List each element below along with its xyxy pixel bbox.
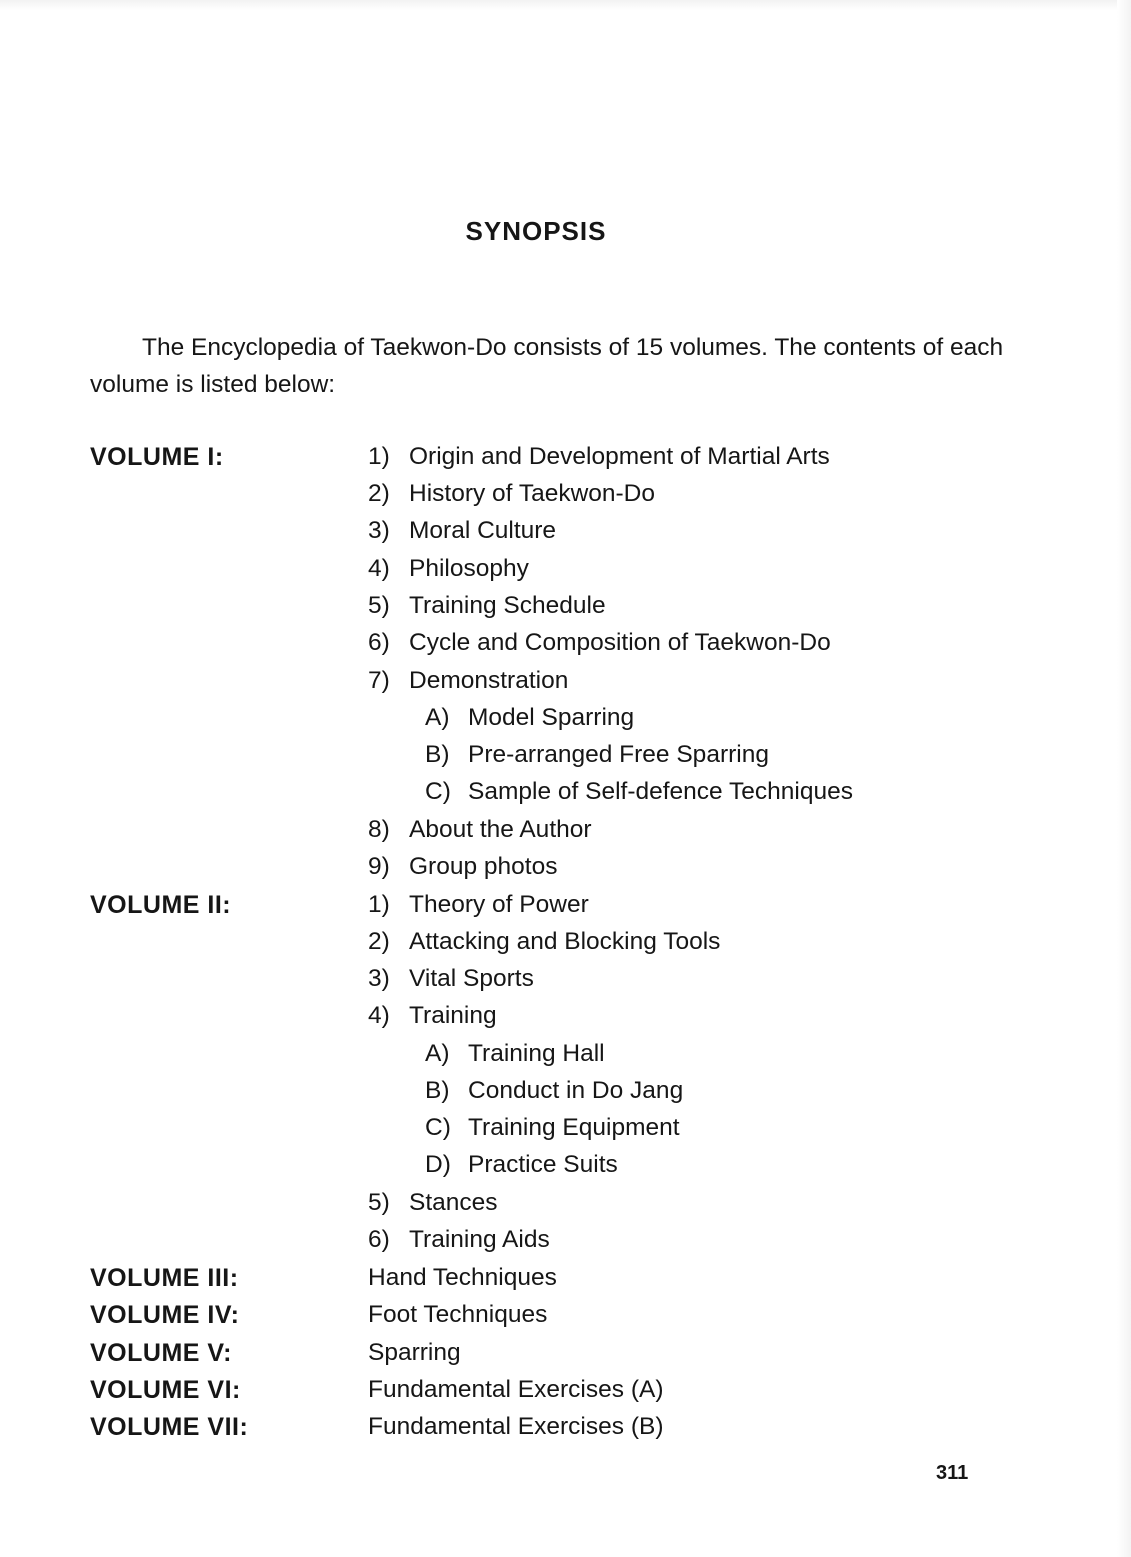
item-number: 1)	[368, 443, 390, 470]
item-letter: C)	[425, 1114, 451, 1141]
item-number: 2)	[368, 928, 390, 955]
volume-2-subitem	[425, 1113, 680, 1143]
volume-1-item	[368, 554, 529, 584]
volume-2-item	[368, 964, 534, 994]
volume-4-contents: Foot Techniques	[368, 1301, 548, 1328]
item-number: 4)	[368, 1002, 390, 1029]
item-number: 4)	[368, 555, 390, 582]
item-letter: B)	[425, 741, 450, 768]
item-letter: C)	[425, 778, 451, 805]
volume-1-item	[368, 479, 655, 509]
scan-shadow-top	[0, 0, 1131, 10]
volume-6-contents: Fundamental Exercises (A)	[368, 1376, 664, 1403]
item-number: 9)	[368, 853, 390, 880]
item-text: Origin and Development of Martial Arts	[409, 443, 830, 470]
volume-1-item	[368, 666, 568, 696]
item-text: Demonstration	[409, 667, 569, 694]
volume-1-item	[368, 516, 556, 546]
item-text: Theory of Power	[409, 891, 589, 918]
item-number: 6)	[368, 629, 390, 656]
item-text: Training Schedule	[409, 592, 606, 619]
item-text: Stances	[409, 1189, 498, 1216]
item-number: 6)	[368, 1226, 390, 1253]
volume-3-label: VOLUME III:	[90, 1264, 239, 1292]
volume-1-subitem	[425, 703, 634, 733]
volume-3-contents: Hand Techniques	[368, 1264, 557, 1291]
volume-2-subitem	[425, 1039, 605, 1069]
volume-1-label: VOLUME I:	[90, 443, 224, 471]
page-number: 311	[936, 1462, 969, 1484]
item-text: Training Aids	[409, 1226, 550, 1253]
scan-shadow-right	[1117, 0, 1131, 1557]
volume-2-item	[368, 1225, 550, 1255]
item-text: Training Hall	[468, 1040, 605, 1067]
item-number: 7)	[368, 667, 390, 694]
volume-7-contents: Fundamental Exercises (B)	[368, 1413, 664, 1440]
item-text: Group photos	[409, 853, 558, 880]
volume-1-item	[368, 815, 592, 845]
item-text: Vital Sports	[409, 965, 534, 992]
item-number: 5)	[368, 592, 390, 619]
item-text: Attacking and Blocking Tools	[409, 928, 721, 955]
volume-1-subitem	[425, 777, 853, 807]
item-text: History of Taekwon-Do	[409, 480, 656, 507]
volume-2-item	[368, 1188, 498, 1218]
item-text: Cycle and Composition of Taekwon-Do	[409, 629, 831, 656]
volume-1-item	[368, 442, 830, 472]
volume-2-subitem	[425, 1076, 683, 1106]
volume-5-contents: Sparring	[368, 1339, 461, 1366]
item-letter: A)	[425, 704, 450, 731]
volume-2-label: VOLUME II:	[90, 891, 232, 919]
volume-6-label: VOLUME VI:	[90, 1376, 241, 1404]
volume-1-subitem	[425, 740, 769, 770]
item-text: About the Author	[409, 816, 592, 843]
page-title: SYNOPSIS	[465, 216, 607, 246]
volume-2-item	[368, 890, 589, 920]
volume-7-label: VOLUME VII:	[90, 1413, 249, 1441]
volume-5-label: VOLUME V:	[90, 1339, 233, 1367]
item-letter: A)	[425, 1040, 450, 1067]
item-text: Practice Suits	[468, 1151, 618, 1178]
volume-1-item	[368, 591, 606, 621]
item-number: 1)	[368, 891, 390, 918]
volume-1-item	[368, 852, 557, 882]
volume-1-item	[368, 628, 831, 658]
volume-2-item	[368, 927, 720, 957]
volume-2-subitem	[425, 1150, 618, 1180]
volume-2-item	[368, 1001, 497, 1031]
item-text: Moral Culture	[409, 517, 557, 544]
item-text: Training Equipment	[468, 1114, 680, 1141]
item-number: 3)	[368, 517, 390, 544]
item-text: Philosophy	[409, 555, 529, 582]
item-text: Training	[409, 1002, 497, 1029]
item-text: Model Sparring	[468, 704, 635, 731]
item-letter: D)	[425, 1151, 451, 1178]
volume-4-label: VOLUME IV:	[90, 1301, 240, 1329]
item-number: 8)	[368, 816, 390, 843]
item-letter: B)	[425, 1077, 450, 1104]
item-number: 3)	[368, 965, 390, 992]
item-text: Pre-arranged Free Sparring	[468, 741, 769, 768]
item-text: Conduct in Do Jang	[468, 1077, 684, 1104]
item-number: 5)	[368, 1189, 390, 1216]
item-text: Sample of Self-defence Techniques	[468, 778, 853, 805]
intro-paragraph: The Encyclopedia of Taekwon-Do consists of 15 volumes. The contents of each volume is listed below:	[90, 334, 1004, 398]
item-number: 2)	[368, 480, 390, 507]
